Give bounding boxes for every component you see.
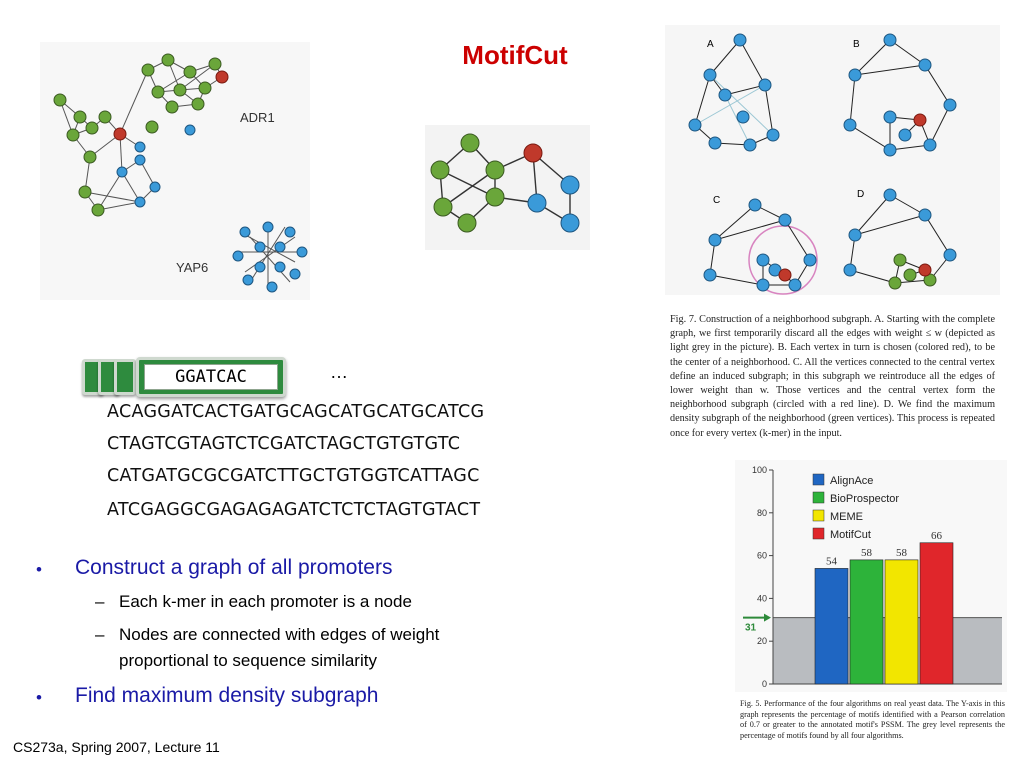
bullet-text: Construct a graph of all promoters [75, 556, 393, 579]
fig5-caption: Fig. 5. Performance of the four algorithms on real yeast data. The Y-axis in this graph represents the percentage of motifs identified with a Pearson correlation of 0.7 or greater to the annotated motif's PSSM. The grey level represents the percentage of motifs found by all four algorithms. [740, 699, 1005, 741]
ppi-network-figure [40, 42, 310, 300]
motif-graph-figure [425, 125, 590, 250]
y-tick-label: 40 [756, 593, 767, 604]
footer: CS273a, Spring 2007, Lecture 11 [13, 739, 220, 755]
bar-bioprospector [850, 560, 883, 684]
y-tick-label: 60 [756, 550, 767, 561]
kmer-box [136, 357, 286, 397]
adr1-label: ADR1 [240, 110, 275, 125]
legend-swatch [813, 510, 824, 521]
fig7-label-d: D [857, 189, 865, 200]
bar-value-label: 58 [896, 546, 907, 559]
bar-motifcut [920, 543, 953, 684]
sub-bullet-text: Nodes are connected with edges of weight [119, 625, 440, 644]
fig7-label-b: B [853, 39, 860, 50]
fig7-label-c: C [713, 195, 721, 206]
dash-marker: – [95, 592, 105, 611]
dash-marker: – [95, 625, 105, 644]
sequence-line: CTAGTCGTAGTCTCGATCTAGCTGTGTGTC [107, 434, 461, 454]
sub-bullet-text: Each k-mer in each promoter is a node [119, 592, 412, 611]
sequence-line: CATGATGCGCGATCTTGCTGTGGTCATTAGC [107, 466, 480, 486]
y-tick-label: 100 [751, 465, 767, 475]
legend-swatch [813, 474, 824, 485]
legend-label: AlignAce [830, 475, 874, 487]
y-tick-label: 0 [761, 679, 767, 689]
legend-swatch [813, 528, 824, 539]
kmer-stack-back-3 [114, 359, 136, 395]
fig7-panel-d [844, 189, 956, 289]
yap6-label: YAP6 [176, 260, 209, 275]
fig7-label-a: A [707, 39, 714, 50]
ellipsis: … [330, 362, 348, 382]
fig7-caption: Fig. 7. Construction of a neighborhood subgraph. A. Starting with the complete graph, we first temporarily discard all the edges with weight ≤ w (depicted as light grey in the picture). B. Each vertex in turn is chosen (colored red), to be the center of a neighborhood. C. All the vertices connected to the central vertex define an induced subgraph; in this subgraph we reintroduce all the edges of lower weight than w. Those vertices and the central vertex form the neighborhood subgraph (circled with a red line). D. We find the maximum density subgraph of the neighborhood (green vertices). This process is repeated once for every vertex (k-mer) in the input. [670, 314, 995, 439]
baseline-label: 31 [745, 622, 757, 634]
fig7-panel-c [704, 195, 817, 294]
y-tick-label: 80 [756, 507, 767, 518]
baseline-arrowhead [764, 614, 771, 622]
neighborhood-subgraph-figure [665, 25, 1000, 295]
fig7-panel-b [844, 34, 956, 156]
legend-label: BioProspector [830, 493, 900, 505]
ppi-network-svg [40, 42, 310, 300]
sequence-line: ATCGAGGCGAGAGAGATCTCTCTAGTGTACT [107, 500, 481, 520]
bar-value-label: 66 [931, 529, 942, 542]
kmer-text: GGATCAC [144, 364, 278, 390]
bullet-text: Find maximum density subgraph [75, 684, 379, 707]
legend-label: MEME [830, 511, 863, 523]
y-tick-label: 20 [756, 636, 767, 647]
legend-label: MotifCut [830, 529, 871, 541]
fig7-panel-a [689, 34, 779, 151]
sequence-line: ACAGGATCACTGATGCAGCATGCATGCATCG [107, 402, 485, 422]
sub-bullet-text: proportional to sequence similarity [119, 651, 377, 670]
bar-value-label: 54 [826, 555, 837, 568]
bullet-marker: • [36, 688, 42, 707]
bar-chart-svg [735, 460, 1007, 692]
legend-swatch [813, 492, 824, 503]
bar-value-label: 58 [861, 546, 872, 559]
slide-title: MotifCut [462, 40, 568, 70]
performance-bar-chart [735, 460, 1007, 692]
motif-graph-svg [425, 125, 590, 250]
bar-alignace [815, 568, 848, 684]
bullet-marker: • [36, 560, 42, 579]
bar-meme [885, 560, 918, 684]
fig7-svg [665, 25, 1000, 295]
